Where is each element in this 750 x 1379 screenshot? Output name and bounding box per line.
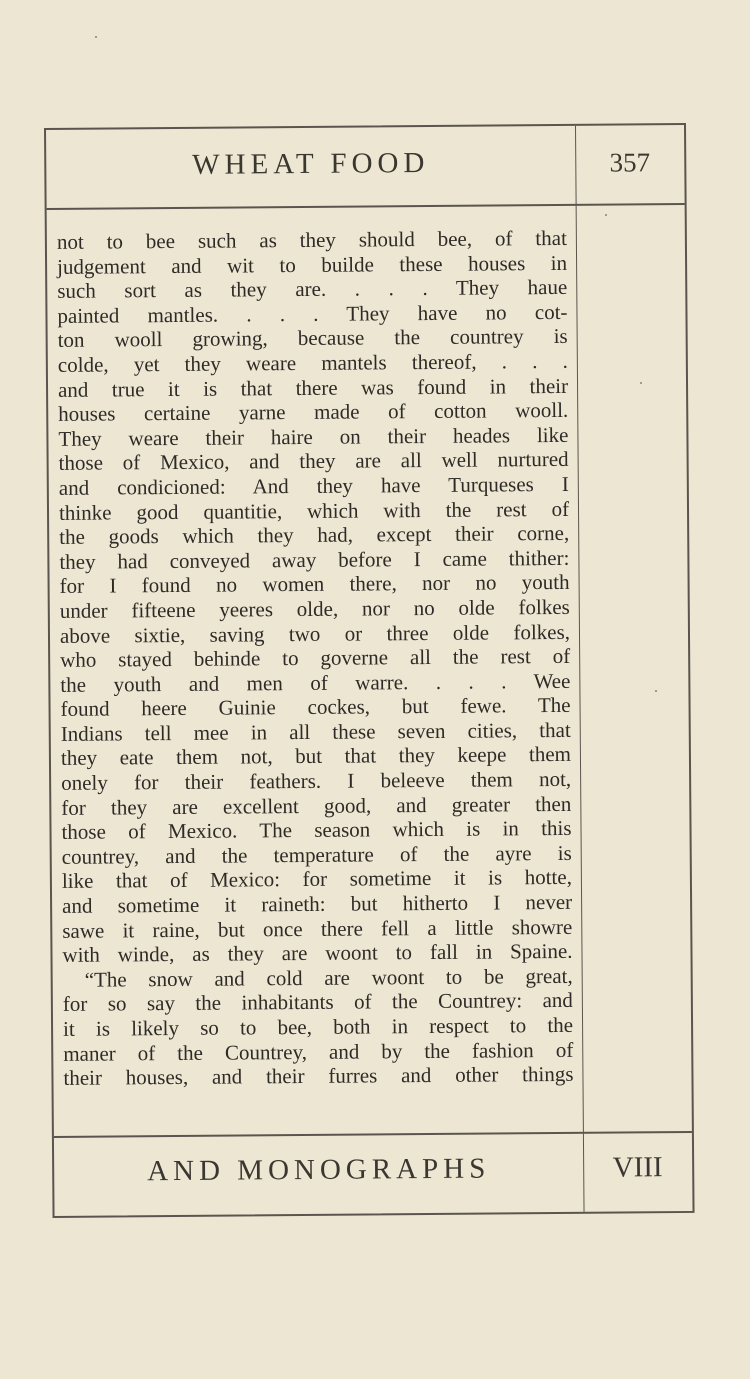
paper-speck [655, 690, 657, 692]
text-line: and sometime it raineth: but hitherto I never [62, 889, 573, 918]
text-line: it is likely so to bee, both in respect to the [62, 1012, 574, 1041]
text-line: they had conveyed away before I came thither: [59, 545, 570, 574]
text-line: maner of the Countrey, and by the fashion of [63, 1037, 574, 1066]
text-line: the youth and men of warre. . . . Wee [60, 668, 571, 697]
text-line: and condicioned: And they have Turqueses I [58, 471, 569, 500]
paper-speck [605, 214, 607, 216]
text-line: those of Mexico, and they are all well nurtured [58, 447, 569, 476]
text-line: the goods which they had, except their corne, [59, 521, 570, 550]
text-line: they eate them not, but that they keepe them [60, 742, 572, 771]
text-line: houses certaine yarne made of cotton wooll. [58, 398, 569, 427]
text-line: those of Mexico. The season which is in this [61, 816, 572, 845]
text-line: and true it is that there was found in their [57, 373, 569, 402]
column-divider [575, 126, 585, 1212]
text-line: above sixtie, saving two or three olde folkes, [59, 619, 571, 648]
running-header-title: WHEAT FOOD [192, 146, 430, 181]
text-line: with winde, as they are woont to fall in Spaine. [62, 939, 573, 968]
text-line: sawe it raine, but once there fell a little showre [62, 914, 573, 943]
text-line: onely for their feathers. I beleeve them not, [61, 766, 572, 795]
paper-speck [640, 382, 642, 384]
text-line: painted mantles. . . . They have no cot- [57, 299, 568, 328]
text-line: Indians tell mee in all these seven cities, that [60, 717, 571, 746]
text-line: such sort as they are. . . . They haue [57, 275, 568, 304]
text-line: for I found no women there, nor no youth [59, 570, 570, 599]
text-line: found heere Guinie cockes, but fewe. The [60, 693, 571, 722]
text-line: countrey, and the temperature of the ayre is [61, 840, 572, 869]
text-line: judgement and wit to builde these houses in [56, 250, 568, 279]
text-line: They weare their haire on their heades like [58, 422, 569, 451]
text-line: their houses, and their furres and other things [63, 1062, 574, 1091]
text-line: who stayed behinde to governe all the rest of [60, 643, 571, 672]
page-frame [44, 123, 695, 1218]
paper-speck [95, 36, 97, 38]
running-footer-title: AND MONOGRAPHS [147, 1152, 491, 1188]
text-line: ton wooll growing, because the countrey is [57, 324, 568, 353]
text-line: thinke good quantitie, which with the rest of [58, 496, 570, 525]
text-line: for so say the inhabitants of the Countrey: and [62, 988, 573, 1017]
text-line: for they are excellent good, and greater then [61, 791, 572, 820]
footer-rule [54, 1131, 692, 1138]
text-line: like that of Mexico: for sometime it is hotte, [61, 865, 572, 894]
text-line: not to bee such as they should bee, of that [56, 225, 567, 254]
page-number: 357 [609, 147, 651, 178]
text-line: “The snow and cold are woont to be great, [84, 963, 573, 992]
header-rule [47, 203, 685, 210]
text-line: under fifteene yeeres olde, nor no olde folkes [59, 594, 570, 623]
volume-number: VIII [612, 1151, 663, 1184]
text-line: colde, yet they weare mantels thereof, . . . [57, 348, 568, 377]
body-text [57, 226, 574, 1091]
